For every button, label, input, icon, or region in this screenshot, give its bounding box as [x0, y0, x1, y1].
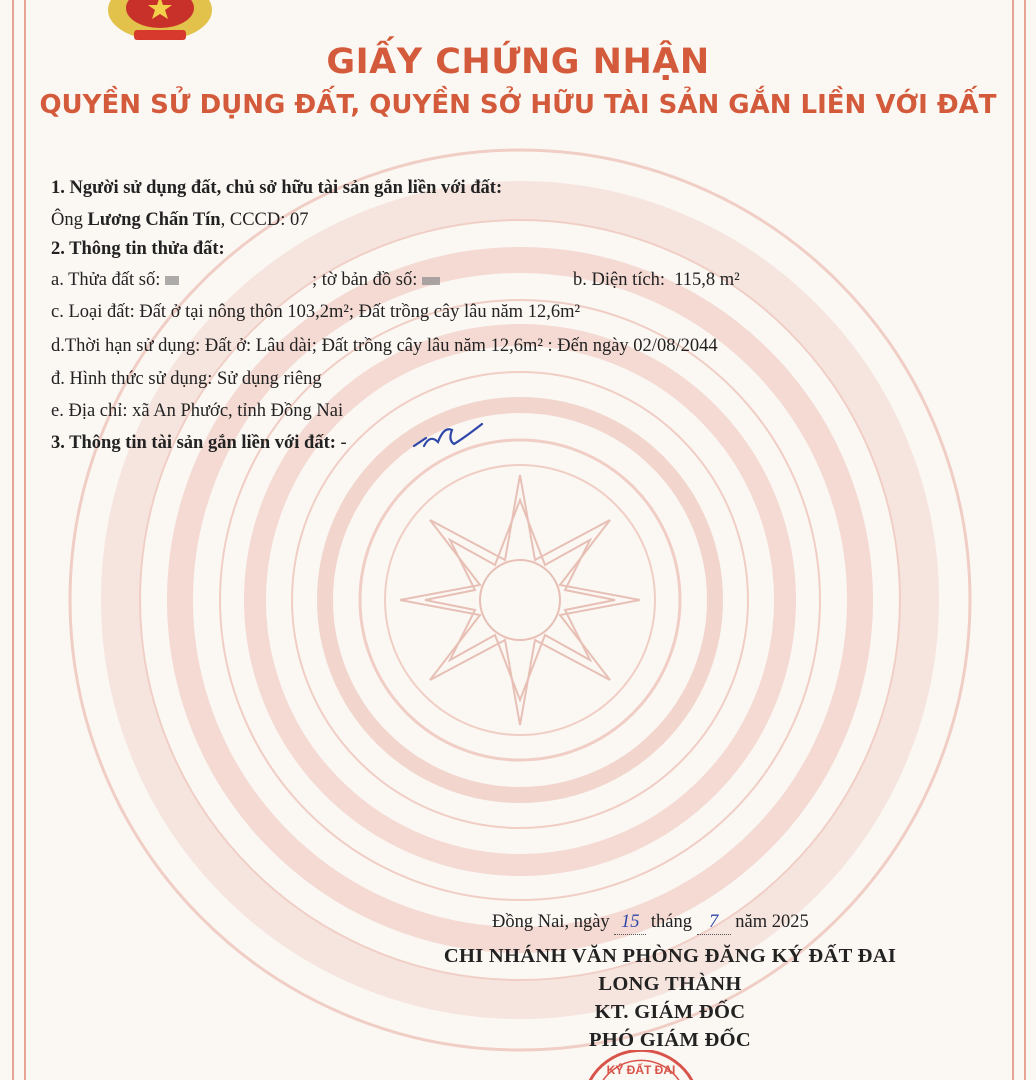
- official-seal-icon: [576, 1050, 706, 1080]
- seal-text: KÝ ĐẤT ĐAI: [606, 1063, 676, 1077]
- usage-term: d.Thời hạn sử dụng: Đất ở: Lâu dài; Đất trồng cây lâu năm 12,6m² : Đến ngày 02/08/2044: [51, 336, 718, 356]
- handwritten-day: 15: [614, 910, 646, 935]
- area-line: [573, 268, 740, 292]
- parcel-label: a. Thửa đất số:: [51, 270, 161, 290]
- handwritten-dash-mark: [408, 416, 488, 456]
- handwritten-month: 7: [697, 910, 731, 935]
- issue-date-line: [492, 910, 809, 935]
- land-type: c. Loại đất: Đất ở tại nông thôn 103,2m²; Đất trồng cây lâu năm 12,6m²: [51, 302, 581, 322]
- owner-line: [51, 208, 309, 232]
- year-label: năm 2025: [735, 912, 809, 932]
- redacted-map-number: [422, 277, 440, 285]
- redacted-parcel-number: [165, 276, 179, 285]
- document-subtitle: QUYỀN SỬ DỤNG ĐẤT, QUYỀN SỞ HỮU TÀI SẢN GẮN LIỀN VỚI ĐẤT: [39, 90, 997, 120]
- owner-id: , CCCD: 07: [220, 210, 309, 230]
- area-label: b. Diện tích:: [573, 270, 665, 290]
- section1-heading: 1. Người sử dụng đất, chủ sở hữu tài sản gắn liền với đất:: [51, 178, 503, 198]
- map-label: ; tờ bản đồ số:: [312, 270, 418, 290]
- area-value: 115,8 m²: [674, 270, 740, 290]
- section2-heading: 2. Thông tin thửa đất:: [51, 239, 225, 259]
- date-prefix: Đồng Nai, ngày: [492, 912, 610, 932]
- national-emblem-icon: [104, 0, 216, 44]
- section3-heading: [51, 431, 347, 455]
- owner-prefix: Ông: [51, 210, 88, 230]
- signer-title: PHÓ GIÁM ĐỐC: [589, 1029, 751, 1051]
- parcel-line: [51, 268, 179, 292]
- month-label: tháng: [650, 912, 693, 932]
- section3-label: 3. Thông tin tài sản gắn liền với đất:: [51, 433, 336, 453]
- signer-role: KT. GIÁM ĐỐC: [594, 1001, 746, 1023]
- section3-value: -: [340, 433, 347, 453]
- document-title: GIẤY CHỨNG NHẬN: [326, 42, 710, 82]
- map-line: [312, 268, 440, 292]
- issuing-office: CHI NHÁNH VĂN PHÒNG ĐĂNG KÝ ĐẤT ĐAI: [443, 945, 897, 967]
- owner-name: Lương Chấn Tín: [87, 210, 221, 230]
- usage-form: đ. Hình thức sử dụng: Sử dụng riêng: [51, 369, 322, 389]
- address: e. Địa chỉ: xã An Phước, tỉnh Đồng Nai: [51, 401, 344, 421]
- issuing-office-branch: LONG THÀNH: [598, 973, 742, 995]
